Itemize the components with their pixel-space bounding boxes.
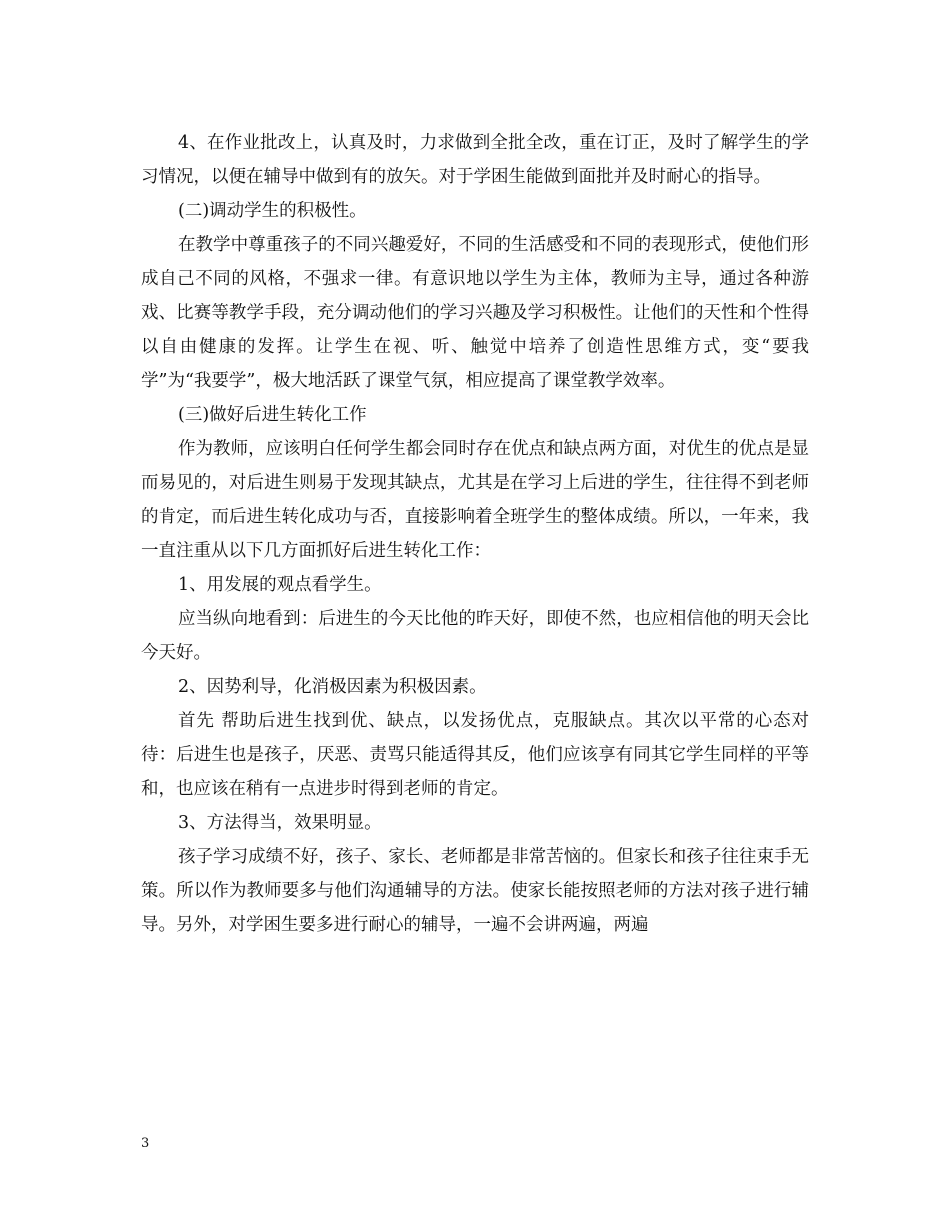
item-3-heading: 3、方法得当，效果明显。: [178, 813, 382, 833]
paragraph-motivation: 在教学中尊重孩子的不同兴趣爱好，不同的生活感受和不同的表现形式，使他们形成自己不同的风格，不强求一律。有意识地以学生为主体，教师为主导，通过各种游戏、比赛等教学手段，充分调动他们的学习兴趣及学习积极性。让他们的天性和个性得以自由健康的发挥。让学生在视、听、触觉中培养了创造性思维方式，变“要我学”为“我要学”，极大地活跃了课堂气氛，相应提高了课堂教学效率。: [141, 235, 809, 391]
item-2-heading: 2、因势利导，化消极因素为积极因素。: [178, 677, 487, 697]
item-1-heading: 1、用发展的观点看学生。: [178, 575, 382, 595]
body-text: [141, 126, 809, 942]
paragraph-underachievers: 作为教师，应该明白任何学生都会同时存在优点和缺点两方面，对优生的优点是显而易见的，对后进生则易于发现其缺点，尤其是在学习上后进的学生，往往得不到老师的肯定，而后进生转化成功与否，直接影响着全班学生的整体成绩。所以，一年来，我一直注重从以下几方面抓好后进生转化工作：: [141, 439, 809, 561]
heading-motivation: (二)调动学生的积极性。: [178, 201, 367, 221]
item-1-paragraph: 应当纵向地看到：后进生的今天比他的昨天好，即使不然，也应相信他的明天会比今天好。: [141, 609, 809, 663]
heading-underachievers: (三)做好后进生转化工作: [178, 405, 367, 425]
item-3-paragraph: 孩子学习成绩不好，孩子、家长、老师都是非常苦恼的。但家长和孩子往往束手无策。所以作为教师要多与他们沟通辅导的方法。使家长能按照老师的方法对孩子进行辅导。另外，对学困生要多进行耐心的辅导，一遍不会讲两遍，两遍: [141, 847, 809, 935]
item-2-paragraph: 首先 帮助后进生找到优、缺点，以发扬优点，克服缺点。其次以平常的心态对待：后进生也是孩子，厌恶、责骂只能适得其反，他们应该享有同其它学生同样的平等和，也应该在稍有一点进步时得到老师的肯定。: [141, 711, 809, 799]
paragraph-grading: 4、在作业批改上，认真及时，力求做到全批全改，重在订正，及时了解学生的学习情况，以便在辅导中做到有的放矢。对于学困生能做到面批并及时耐心的指导。: [141, 133, 809, 187]
page-number: 3: [141, 1136, 150, 1151]
